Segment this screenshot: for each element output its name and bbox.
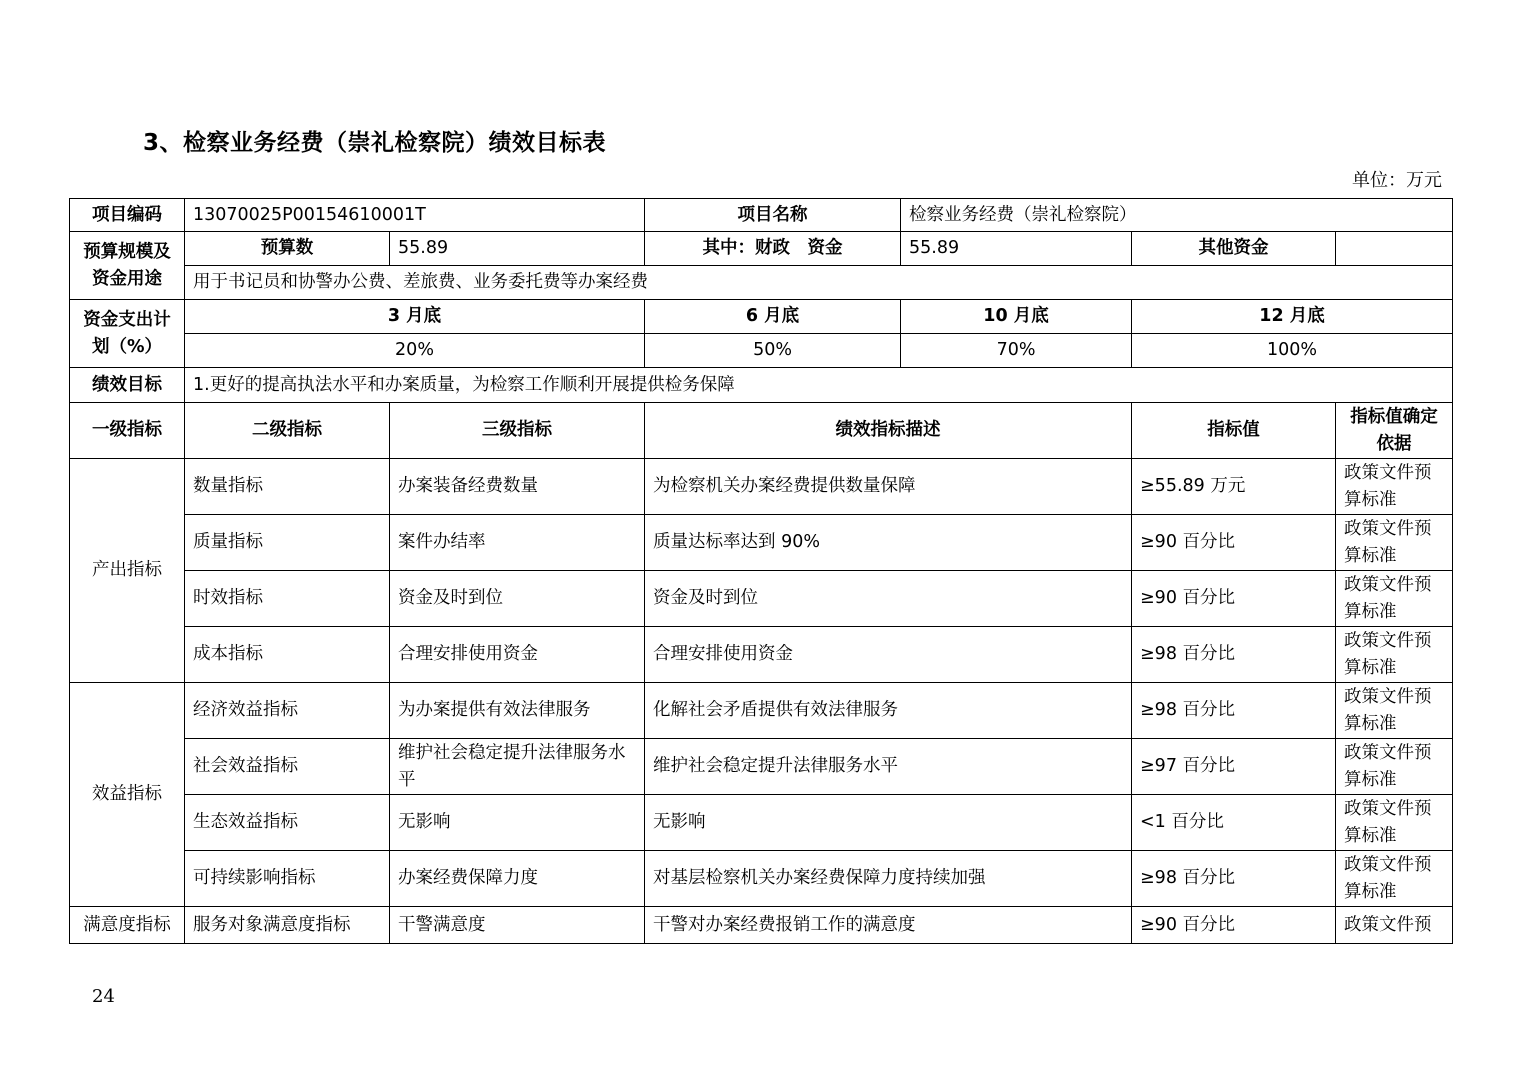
level3-indicator: 干警满意度 [390,907,645,944]
indicator-basis: 政策文件预算标准 [1336,515,1453,571]
level3-indicator: 合理安排使用资金 [390,627,645,683]
indicator-description: 维护社会稳定提升法律服务水平 [645,739,1132,795]
indicator-value: ≥98 百分比 [1132,627,1336,683]
goal-row [70,368,1453,403]
indicator-basis: 政策文件预算标准 [1336,795,1453,851]
plan-period: 3 月底 [185,300,645,334]
indicator-value: <1 百分比 [1132,795,1336,851]
header-level1: 一级指标 [70,403,185,459]
header-level3: 三级指标 [390,403,645,459]
indicator-basis: 政策文件预算标准 [1336,851,1453,907]
level2-indicator: 服务对象满意度指标 [185,907,390,944]
indicator-value: ≥98 百分比 [1132,683,1336,739]
plan-value-row [70,334,1453,368]
level2-indicator: 数量指标 [185,459,390,515]
indicator-header-row [70,403,1453,459]
indicator-value: ≥90 百分比 [1132,907,1336,944]
table-row [70,683,1453,739]
plan-period: 10 月底 [901,300,1132,334]
indicator-value: ≥97 百分比 [1132,739,1336,795]
project-code-label: 项目编码 [70,199,185,232]
level2-indicator: 质量指标 [185,515,390,571]
table-row [70,459,1453,515]
other-fund-value [1336,232,1453,266]
table-row [70,851,1453,907]
plan-label: 资金支出计划（%） [70,300,185,368]
project-code-value: 13070025P00154610001T [185,199,645,232]
level2-indicator: 成本指标 [185,627,390,683]
table-row [70,571,1453,627]
page-number: 24 [92,986,115,1007]
level2-indicator: 可持续影响指标 [185,851,390,907]
level1-indicator: 效益指标 [70,683,185,907]
plan-value: 70% [901,334,1132,368]
header-level2: 二级指标 [185,403,390,459]
budget-label: 预算规模及资金用途 [70,232,185,300]
indicator-description: 质量达标率达到 90% [645,515,1132,571]
header-value: 指标值 [1132,403,1336,459]
project-row [70,199,1453,232]
indicator-basis: 政策文件预算标准 [1336,627,1453,683]
budget-usage: 用于书记员和协警办公费、差旅费、业务委托费等办案经费 [185,266,1453,300]
level2-indicator: 时效指标 [185,571,390,627]
level1-indicator: 产出指标 [70,459,185,683]
level3-indicator: 资金及时到位 [390,571,645,627]
fiscal-fund-label: 其中：财政 资金 [645,232,901,266]
plan-period-row [70,300,1453,334]
table-row [70,795,1453,851]
indicator-description: 资金及时到位 [645,571,1132,627]
fiscal-fund-value: 55.89 [901,232,1132,266]
performance-target-table [69,198,1453,944]
indicator-description: 对基层检察机关办案经费保障力度持续加强 [645,851,1132,907]
plan-value: 100% [1132,334,1453,368]
level3-indicator: 为办案提供有效法律服务 [390,683,645,739]
project-name-label: 项目名称 [645,199,901,232]
level2-indicator: 经济效益指标 [185,683,390,739]
level2-indicator: 生态效益指标 [185,795,390,851]
indicator-description: 合理安排使用资金 [645,627,1132,683]
indicator-basis: 政策文件预算标准 [1336,459,1453,515]
level2-indicator: 社会效益指标 [185,739,390,795]
page-title: 3、检察业务经费（崇礼检察院）绩效目标表 [143,130,607,156]
level3-indicator: 办案装备经费数量 [390,459,645,515]
header-description: 绩效指标描述 [645,403,1132,459]
budget-amount-value: 55.89 [390,232,645,266]
level1-indicator: 满意度指标 [70,907,185,944]
table-row [70,739,1453,795]
project-name-value: 检察业务经费（崇礼检察院） [901,199,1453,232]
table-row [70,627,1453,683]
plan-value: 50% [645,334,901,368]
table-row [70,907,1453,944]
level3-indicator: 办案经费保障力度 [390,851,645,907]
level3-indicator: 无影响 [390,795,645,851]
indicator-basis: 政策文件预 [1336,907,1453,944]
table-row [70,515,1453,571]
budget-row [70,232,1453,266]
budget-amount-label: 预算数 [185,232,390,266]
indicator-basis: 政策文件预算标准 [1336,739,1453,795]
level3-indicator: 维护社会稳定提升法律服务水平 [390,739,645,795]
usage-row [70,266,1453,300]
other-fund-label: 其他资金 [1132,232,1336,266]
plan-value: 20% [185,334,645,368]
indicator-basis: 政策文件预算标准 [1336,571,1453,627]
indicator-value: ≥90 百分比 [1132,515,1336,571]
goal-label: 绩效目标 [70,368,185,403]
indicator-description: 为检察机关办案经费提供数量保障 [645,459,1132,515]
indicator-value: ≥98 百分比 [1132,851,1336,907]
level3-indicator: 案件办结率 [390,515,645,571]
header-basis: 指标值确定依据 [1336,403,1453,459]
indicator-basis: 政策文件预算标准 [1336,683,1453,739]
plan-period: 12 月底 [1132,300,1453,334]
indicator-description: 无影响 [645,795,1132,851]
indicator-description: 干警对办案经费报销工作的满意度 [645,907,1132,944]
unit-label: 单位：万元 [1352,170,1442,191]
plan-period: 6 月底 [645,300,901,334]
goal-text: 1.更好的提高执法水平和办案质量，为检察工作顺利开展提供检务保障 [185,368,1453,403]
indicator-value: ≥55.89 万元 [1132,459,1336,515]
indicator-value: ≥90 百分比 [1132,571,1336,627]
indicator-description: 化解社会矛盾提供有效法律服务 [645,683,1132,739]
